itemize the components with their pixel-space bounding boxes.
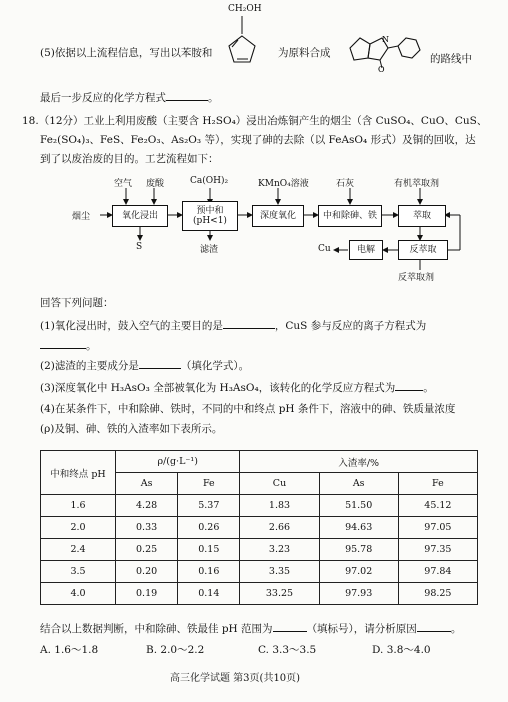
- sub-header: Cu: [240, 473, 319, 495]
- sub-header: As: [319, 473, 398, 495]
- ph-header: 中和终点 pH: [41, 451, 116, 495]
- question-1: (1)氧化浸出时，鼓入空气的主要目的是 ，CuS 参与反应的离子方程式为: [40, 320, 427, 332]
- box-deep-oxidation: 深度氧化: [252, 205, 304, 227]
- input-lime: 石灰: [336, 179, 355, 189]
- table-cell: 97.02: [319, 561, 398, 583]
- conclusion: 结合以上数据判断，中和除砷、铁最佳 pH 范围为 （填标号），请分析原因 。: [40, 623, 462, 635]
- table-cell: 4.28: [116, 495, 178, 517]
- input-kmno4: KMnO₄溶液: [258, 179, 309, 189]
- question-4-line2: (ρ)及铜、砷、铁的入渣率如下表所示。: [40, 423, 223, 435]
- answer-blank[interactable]: [139, 358, 181, 369]
- table-cell: 0.16: [178, 561, 240, 583]
- table-cell: 51.50: [319, 495, 398, 517]
- output-back-extractant: 反萃取剂: [398, 273, 435, 283]
- table-cell: 97.35: [398, 539, 477, 561]
- q18-line1: 18.（12分）工业上利用废酸（主要含 H₂SO₄）浸出冶炼铜产生的烟尘（含 CuSO₄、CuO、CuS、: [22, 115, 488, 127]
- sub-header: Fe: [398, 473, 477, 495]
- question-3: (3)深度氧化中 H₃AsO₃ 全部被氧化为 H₃AsO₄，该转化的化学反应方程式为 。: [40, 382, 434, 394]
- table-row: [41, 583, 478, 605]
- input-organic-extractant: 有机萃取剂: [394, 179, 440, 189]
- table-cell: 0.20: [116, 561, 178, 583]
- svg-text:N: N: [382, 35, 389, 44]
- cyclopentadienyl-methanol-structure: [222, 14, 268, 76]
- question-2: (2)滤渣的主要成分是 （填化学式）。: [40, 360, 250, 372]
- table-row: [41, 495, 478, 517]
- box-pre-neutralization: 预中和 (pH<1): [182, 201, 238, 231]
- input-waste-acid: 废酸: [146, 179, 165, 189]
- table-row: [41, 539, 478, 561]
- option-c[interactable]: C. 3.3～3.5: [258, 644, 317, 656]
- questions-intro: 回答下列问题：: [40, 297, 114, 309]
- table-row: [41, 517, 478, 539]
- table-cell: 95.78: [319, 539, 398, 561]
- table-cell: 2.0: [41, 517, 116, 539]
- table-cell: 3.23: [240, 539, 319, 561]
- answer-blank[interactable]: [395, 380, 423, 391]
- q5-line2: 最后一步反应的化学方程式 。: [40, 92, 219, 104]
- table-cell: 94.63: [319, 517, 398, 539]
- answer-blank[interactable]: [40, 338, 86, 349]
- table-cell: 2.66: [240, 517, 319, 539]
- page-footer: 高三化学试题 第3页(共10页): [170, 673, 301, 684]
- q5-middle: 为原料合成: [278, 47, 331, 59]
- q18-line3: 到了以废治废的目的。工艺流程如下：: [40, 153, 219, 165]
- box-neutralization: 中和除砷、铁: [318, 205, 382, 227]
- output-copper: Cu: [318, 244, 331, 254]
- option-d[interactable]: D. 3.8～4.0: [372, 644, 431, 656]
- rho-header: ρ/(g·L⁻¹): [116, 451, 240, 473]
- table-cell: 1.6: [41, 495, 116, 517]
- sub-header: As: [116, 473, 178, 495]
- answer-blank[interactable]: [417, 621, 451, 632]
- table-row: [41, 561, 478, 583]
- table-cell: 97.84: [398, 561, 477, 583]
- box-oxidative-leaching: 氧化浸出: [112, 205, 168, 227]
- output-filter-residue: 滤渣: [200, 245, 219, 255]
- question-4-line1: (4)在某条件下，中和除砷、铁时，不同的中和终点 pH 条件下，溶液中的砷、铁质量浓度: [40, 403, 456, 415]
- table-cell: 97.93: [319, 583, 398, 605]
- table-cell: 2.4: [41, 539, 116, 561]
- table-cell: 0.33: [116, 517, 178, 539]
- table-cell: 33.25: [240, 583, 319, 605]
- table-cell: 0.14: [178, 583, 240, 605]
- input-air: 空气: [114, 179, 133, 189]
- box-electrolysis: 电解: [349, 240, 383, 260]
- table-cell: 0.15: [178, 539, 240, 561]
- table-cell: 0.19: [116, 583, 178, 605]
- answer-blank[interactable]: [166, 90, 208, 101]
- output-sulfur: S: [136, 242, 143, 252]
- input-caoh2: Ca(OH)₂: [190, 176, 229, 186]
- data-table: [40, 450, 478, 605]
- rate-header: 入渣率/%: [240, 451, 478, 473]
- option-b[interactable]: B. 2.0～2.2: [146, 644, 205, 656]
- table-cell: 98.25: [398, 583, 477, 605]
- table-cell: 0.25: [116, 539, 178, 561]
- table-cell: 3.35: [240, 561, 319, 583]
- table-cell: 45.12: [398, 495, 477, 517]
- answer-blank[interactable]: [273, 621, 307, 632]
- answer-blank[interactable]: [223, 318, 275, 329]
- option-a[interactable]: A. 1.6～1.8: [40, 644, 99, 656]
- question-1-cont: 。: [40, 338, 97, 353]
- table-cell: 97.05: [398, 517, 477, 539]
- target-product-structure: [340, 18, 430, 72]
- start-dust: 烟尘: [72, 212, 91, 222]
- box-back-extraction: 反萃取: [398, 240, 448, 260]
- table-cell: 5.37: [178, 495, 240, 517]
- table-cell: 1.83: [240, 495, 319, 517]
- box-extraction: 萃取: [398, 205, 446, 227]
- q18-line2: Fe₂(SO₄)₃、FeS、Fe₂O₃、As₂O₃ 等），实现了砷的去除（以 FeAsO₄ 形式）及铜的回收，达: [40, 134, 476, 146]
- table-cell: 0.26: [178, 517, 240, 539]
- q5-suffix: 的路线中: [430, 53, 472, 65]
- table-cell: 3.5: [41, 561, 116, 583]
- sub-header: Fe: [178, 473, 240, 495]
- table-cell: 4.0: [41, 583, 116, 605]
- reagent-label: CH₂OH: [228, 4, 262, 14]
- q5-prefix: (5)依据以上流程信息，写出以苯胺和: [40, 47, 213, 59]
- svg-text:O: O: [378, 65, 385, 72]
